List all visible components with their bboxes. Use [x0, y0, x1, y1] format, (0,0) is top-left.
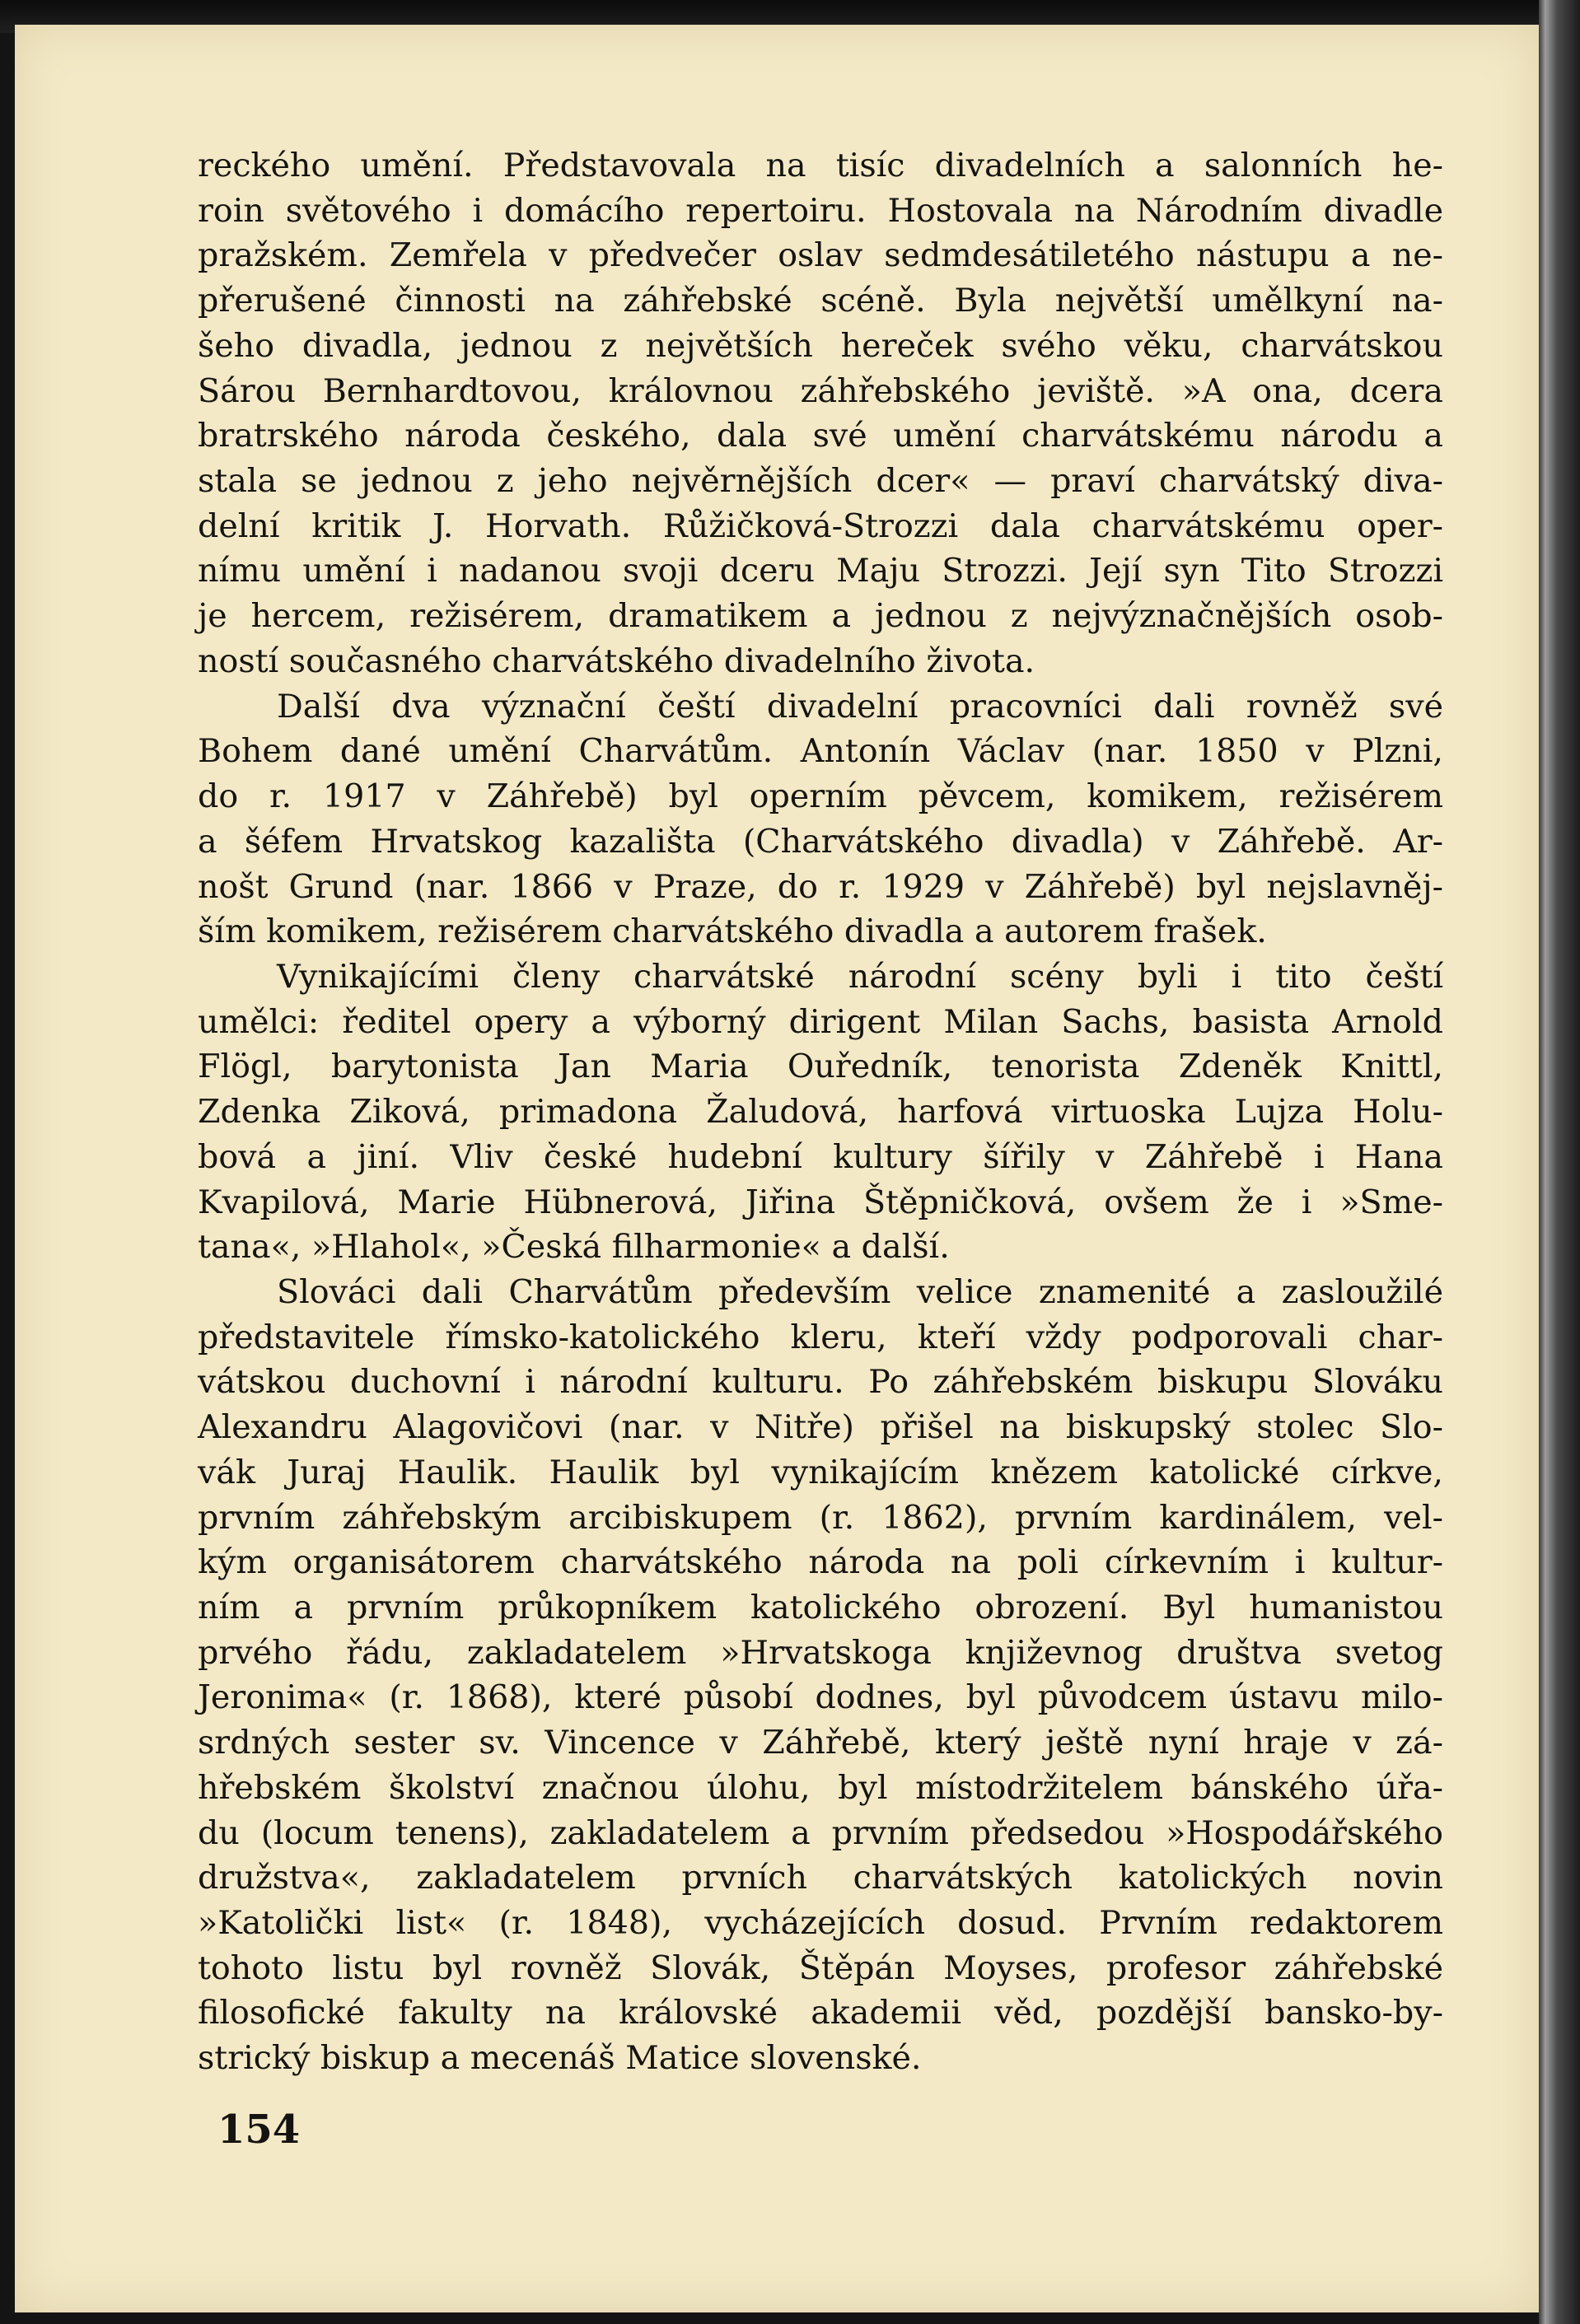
- paragraph-first-line: Vynikajícími členy charvátské národní scény byli i tito čeští: [277, 957, 1443, 996]
- text-line: hřebském školství značnou úlohu, byl místodržitelem bánského úřa-: [198, 1768, 1443, 1807]
- text-line: do r. 1917 v Záhřebě) byl operním pěvcem, komikem, režisérem: [198, 777, 1443, 816]
- page-number: 154: [217, 2107, 301, 2153]
- page-edge: [1539, 0, 1580, 2324]
- text-line: je hercem, režisérem, dramatikem a jednou z nejvýznačnějších osob-: [198, 597, 1443, 636]
- text-line: Bohem dané umění Charvátům. Antonín Václav (nar. 1850 v Plzni,: [198, 732, 1443, 771]
- text-line: a šéfem Hrvatskog kazališta (Charvátského divadla) v Záhřebě. Ar-: [198, 822, 1443, 861]
- text-line: tana«, »Hlahol«, »Česká filharmonie« a další.: [198, 1228, 950, 1267]
- text-line: nímu umění i nadanou svoji dceru Maju Strozzi. Její syn Tito Strozzi: [198, 552, 1443, 590]
- text-line: stala se jednou z jeho nejvěrnějších dcer« — praví charvátský diva-: [198, 462, 1443, 501]
- text-line: tohoto listu byl rovněž Slovák, Štěpán Moyses, profesor záhřebské: [198, 1948, 1443, 1987]
- paragraph-first-line: Slováci dali Charvátům především velice znamenité a zasloužilé: [277, 1272, 1443, 1311]
- text-line: Jeronima« (r. 1868), které působí dodnes, byl původcem ústavu milo-: [198, 1678, 1443, 1717]
- text-line: vák Juraj Haulik. Haulik byl vynikajícím knězem katolické církve,: [198, 1453, 1443, 1491]
- text-line: bová a jiní. Vliv české hudební kultury šířily v Záhřebě i Hana: [198, 1137, 1443, 1176]
- text-line: kým organisátorem charvátského národa na poli církevním i kultur-: [198, 1543, 1443, 1582]
- body-text: [198, 143, 1443, 2081]
- text-line: Sárou Bernhardtovou, královnou záhřebského jeviště. »A ona, dcera: [198, 371, 1443, 410]
- text-line: Kvapilová, Marie Hübnerová, Jiřina Štěpničková, ovšem že i »Sme-: [198, 1183, 1443, 1221]
- text-line: ností současného charvátského divadelního života.: [198, 642, 1035, 680]
- text-line: Alexandru Alagovičovi (nar. v Nitře) přišel na biskupský stolec Slo-: [198, 1408, 1443, 1447]
- text-line: prvého řádu, zakladatelem »Hrvatskoga književnog društva svetog: [198, 1633, 1443, 1672]
- text-line: pražském. Zemřela v předvečer oslav sedmdesátiletého nástupu a ne-: [198, 236, 1443, 275]
- text-line: Zdenka Ziková, primadona Žaludová, harfová virtuoska Lujza Holu-: [198, 1093, 1443, 1132]
- text-line: přerušené činnosti na záhřebské scéně. Byla největší umělkyní na-: [198, 282, 1443, 320]
- text-line: představitele římsko-katolického kleru, kteří vždy podporovali char-: [198, 1318, 1443, 1356]
- text-line: roin světového i domácího repertoiru. Hostovala na Národním divadle: [198, 191, 1443, 230]
- text-line: reckého umění. Představovala na tisíc divadelních a salonních he-: [198, 147, 1443, 184]
- text-line: du (locum tenens), zakladatelem a prvním předsedou »Hospodářského: [198, 1813, 1443, 1852]
- text-line: šeho divadla, jednou z největších hereček svého věku, charvátskou: [198, 326, 1443, 365]
- text-line: filosofické fakulty na královské akademii věd, pozdější bansko-by-: [198, 1994, 1443, 2032]
- text-line: Flögl, barytonista Jan Maria Ouředník, tenorista Zdeněk Knittl,: [198, 1048, 1443, 1086]
- text-line: prvním záhřebským arcibiskupem (r. 1862), prvním kardinálem, vel-: [198, 1498, 1443, 1537]
- text-line: ním a prvním průkopníkem katolického obrození. Byl humanistou: [198, 1589, 1443, 1626]
- text-line: strický biskup a mecenáš Matice slovenské.: [198, 2039, 922, 2078]
- text-line: ším komikem, režisérem charvátského divadla a autorem frašek.: [198, 912, 1267, 951]
- text-line: vátskou duchovní i národní kulturu. Po záhřebském biskupu Slováku: [198, 1363, 1443, 1402]
- text-line: delní kritik J. Horvath. Růžičková-Strozzi dala charvátskému oper-: [198, 506, 1443, 545]
- text-line: srdných sester sv. Vincence v Záhřebě, který ještě nyní hraje v zá-: [198, 1724, 1443, 1762]
- text-line: družstva«, zakladatelem prvních charvátských katolických novin: [198, 1859, 1443, 1897]
- text-line: bratrského národa českého, dala své umění charvátskému národu a: [198, 417, 1443, 455]
- text-line: nošt Grund (nar. 1866 v Praze, do r. 1929 v Záhřebě) byl nejslavněj-: [198, 867, 1443, 906]
- text-line: umělci: ředitel opery a výborný dirigent Milan Sachs, basista Arnold: [198, 1002, 1443, 1041]
- text-line: »Katolički list« (r. 1848), vycházejících dosud. Prvním redaktorem: [198, 1904, 1443, 1943]
- paragraph-first-line: Další dva význační čeští divadelní pracovníci dali rovněž své: [277, 687, 1443, 726]
